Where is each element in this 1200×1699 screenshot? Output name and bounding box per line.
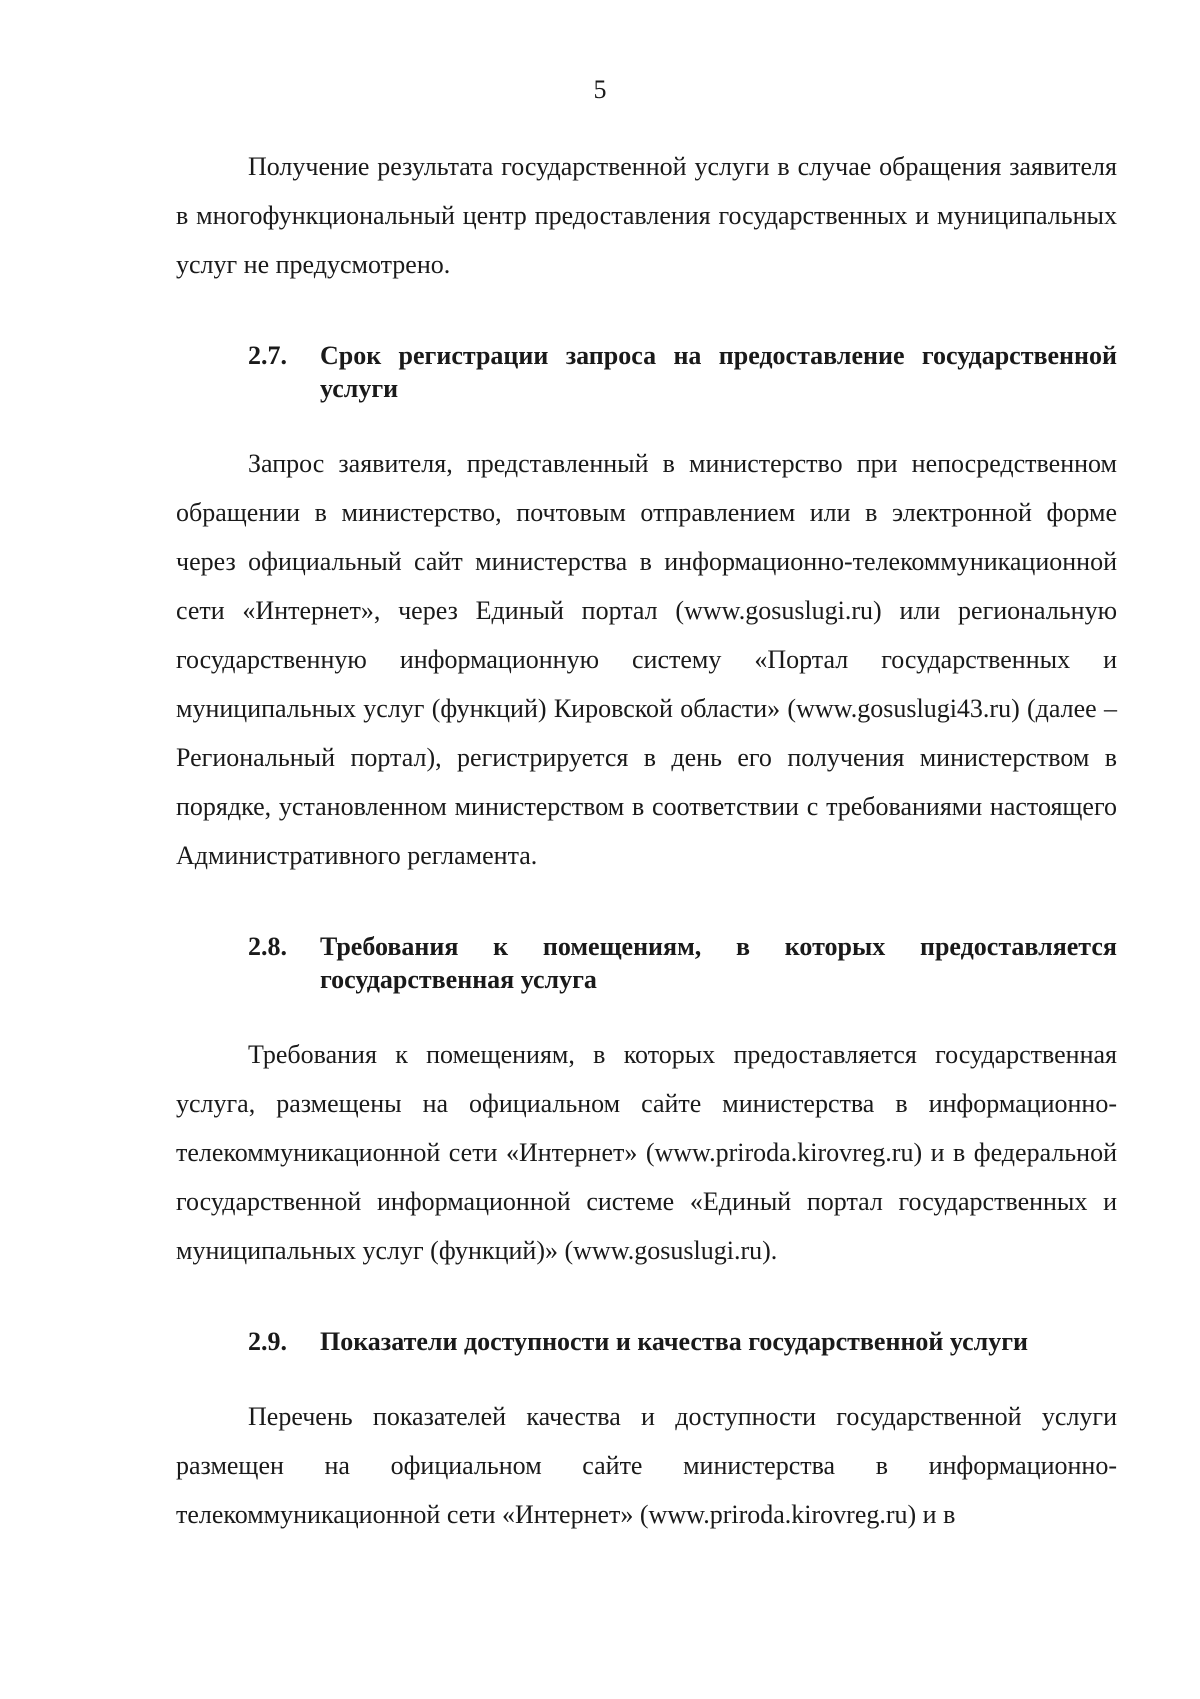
section-title: Срок регистрации запроса на предоставление государственной услуги [320,341,1117,403]
section-heading-2-9 [176,1325,1117,1358]
page-number: 5 [593,75,607,104]
document-body [176,142,1117,1539]
section-heading-2-8 [176,930,1117,996]
section-number: 2.7. [248,341,287,370]
section-title: Требования к помещениям, в которых предоставляется государственная услуга [320,932,1117,994]
paragraph-request-registration: Запрос заявителя, представленный в министерство при непосредственном обращении в министерство, почтовым отправлением или в электронной форме через официальный сайт министерства в информационно-телекоммуникационной сети «Интернет», через Единый портал (www.gosuslugi.ru) или региональную государственную информационную систему «Портал государственных и муниципальных услуг (функций) Кировской области» (www.gosuslugi43.ru) (далее – Региональный портал), регистрируется в день его получения министерством в порядке, установленном министерством в соответствии с требованиями настоящего Административного регламента. [176,449,1117,870]
paragraph-premises-requirements: Требования к помещениям, в которых предоставляется государственная услуга, размещены на официальном сайте министерства в информационно-телекоммуникационной сети «Интернет» (www.priroda.kirovreg.ru) и в федеральной государственной информационной системе «Единый портал государственных и муниципальных услуг (функций)» (www.gosuslugi.ru). [176,1040,1117,1265]
paragraph-mfc-result: Получение результата государственной услуги в случае обращения заявителя в многофункциональный центр предоставления государственных и муниципальных услуг не предусмотрено. [176,152,1117,279]
section-number: 2.9. [248,1327,287,1356]
section-number: 2.8. [248,932,287,961]
section-heading-2-7 [176,339,1117,405]
paragraph-quality-indicators: Перечень показателей качества и доступности государственной услуги размещен на официальном сайте министерства в информационно-телекоммуникационной сети «Интернет» (www.priroda.kirovreg.ru) и в [176,1402,1117,1529]
section-title: Показатели доступности и качества государственной услуги [320,1327,1029,1356]
